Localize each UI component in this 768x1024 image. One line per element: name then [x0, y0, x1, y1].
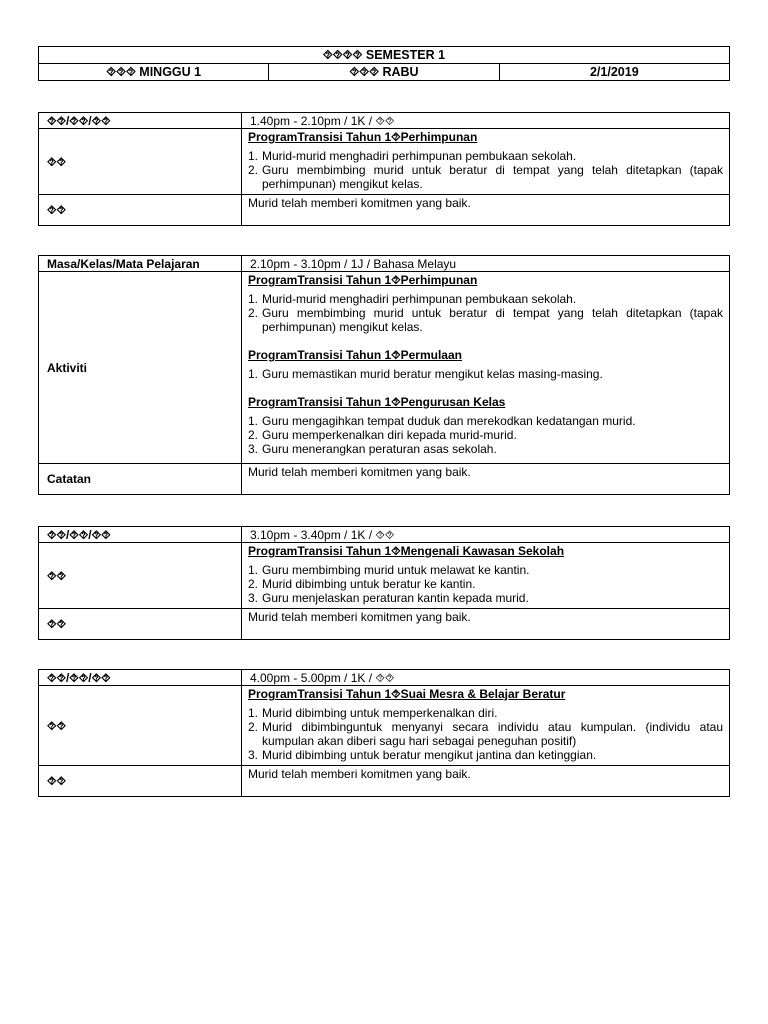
list-item: 3. Murid dibimbing untuk beratur mengikut jantina dan ketinggian. — [248, 748, 597, 762]
section-gap — [248, 381, 723, 395]
list-item: 1. Guru membimbing murid untuk melawat ke kantin. — [248, 563, 530, 577]
list-item: 1. Guru mengagihkan tempat duduk dan merekodkan kedatangan murid. — [248, 414, 636, 428]
program-title: ProgramTransisi Tahun 1⯑Perhimpunan — [248, 273, 478, 287]
time-value: 1.40pm - 2.10pm / 1K / ⯑⯑ — [242, 113, 730, 129]
list-number: 2. — [248, 720, 259, 734]
session-table-1 — [38, 112, 730, 226]
activity-list — [248, 563, 723, 605]
activity-content — [242, 543, 730, 609]
list-item: 3. Guru menjelaskan peraturan kantin kepada murid. — [248, 591, 529, 605]
list-number: 1. — [248, 414, 259, 428]
activity-label: ⯑⯑ — [39, 543, 242, 609]
program-title: ProgramTransisi Tahun 1⯑Mengenali Kawasan Sekolah — [248, 544, 565, 558]
note-content — [242, 464, 730, 495]
time-value: 3.10pm - 3.40pm / 1K / ⯑⯑ — [242, 527, 730, 543]
list-number: 2. — [248, 577, 259, 591]
list-number: 1. — [248, 292, 259, 306]
list-number: 1. — [248, 563, 259, 577]
program-title: ProgramTransisi Tahun 1⯑Suai Mesra & Belajar Beratur — [248, 687, 566, 701]
activity-content — [242, 272, 730, 464]
note-label: Catatan — [39, 464, 242, 495]
date-cell: 2/1/2019 — [499, 64, 729, 81]
list-number: 2. — [248, 306, 259, 320]
list-item: 1. Guru memastikan murid beratur mengikut kelas masing-masing. — [248, 367, 603, 381]
activity-label: ⯑⯑ — [39, 129, 242, 195]
list-item: 2. Murid dibimbinguntuk menyanyi secara individu atau kumpulan. (individu atau kumpulan akan diberi sagu hari sebagai peneguhan positif) — [248, 720, 723, 748]
note-label: ⯑⯑ — [39, 609, 242, 640]
note-text: Murid telah memberi komitmen yang baik. — [248, 767, 471, 781]
list-item: 2. Guru memperkenalkan diri kepada murid-murid. — [248, 428, 517, 442]
list-item: 2. Murid dibimbing untuk beratur ke kantin. — [248, 577, 476, 591]
session-table-4 — [38, 669, 730, 797]
note-text: Murid telah memberi komitmen yang baik. — [248, 610, 471, 624]
time-label: ⯑⯑/⯑⯑/⯑⯑ — [39, 670, 242, 686]
session-table-2 — [38, 255, 730, 495]
session-table-3 — [38, 526, 730, 640]
list-number: 3. — [248, 442, 259, 456]
activity-list — [248, 706, 723, 762]
time-label: ⯑⯑/⯑⯑/⯑⯑ — [39, 527, 242, 543]
list-number: 2. — [248, 163, 259, 177]
note-text: Murid telah memberi komitmen yang baik. — [248, 196, 471, 210]
program-title: ProgramTransisi Tahun 1⯑Permulaan — [248, 348, 462, 362]
activity-content — [242, 686, 730, 766]
list-number: 1. — [248, 149, 259, 163]
activity-label: ⯑⯑ — [39, 686, 242, 766]
list-item: 1. Murid dibimbing untuk memperkenalkan diri. — [248, 706, 498, 720]
list-number: 3. — [248, 748, 259, 762]
note-text: Murid telah memberi komitmen yang baik. — [248, 465, 471, 479]
list-item: 1. Murid-murid menghadiri perhimpunan pembukaan sekolah. — [248, 292, 577, 306]
note-content — [242, 195, 730, 226]
activity-label: Aktiviti — [39, 272, 242, 464]
list-number: 3. — [248, 591, 259, 605]
list-item: 2. Guru membimbing murid untuk beratur di tempat yang telah ditetapkan (tapak perhimpunan) mengikut kelas. — [248, 163, 723, 191]
list-number: 1. — [248, 706, 259, 720]
activity-list — [248, 414, 723, 456]
note-content — [242, 766, 730, 797]
note-content — [242, 609, 730, 640]
semester-title: ⯑⯑⯑⯑ SEMESTER 1 — [39, 47, 730, 64]
week-cell: ⯑⯑⯑ MINGGU 1 — [39, 64, 269, 81]
program-title: ProgramTransisi Tahun 1⯑Pengurusan Kelas — [248, 395, 506, 409]
activity-list — [248, 367, 723, 381]
list-number: 1. — [248, 367, 259, 381]
time-label: Masa/Kelas/Mata Pelajaran — [39, 256, 242, 272]
list-number: 2. — [248, 428, 259, 442]
activity-list — [248, 292, 723, 334]
time-value: 2.10pm - 3.10pm / 1J / Bahasa Melayu — [242, 256, 730, 272]
note-label: ⯑⯑ — [39, 766, 242, 797]
note-label: ⯑⯑ — [39, 195, 242, 226]
time-value: 4.00pm - 5.00pm / 1K / ⯑⯑ — [242, 670, 730, 686]
activity-content — [242, 129, 730, 195]
list-item: 1. Murid-murid menghadiri perhimpunan pembukaan sekolah. — [248, 149, 577, 163]
list-item: 3. Guru menerangkan peraturan asas sekolah. — [248, 442, 497, 456]
time-label: ⯑⯑/⯑⯑/⯑⯑ — [39, 113, 242, 129]
list-item: 2. Guru membimbing murid untuk beratur di tempat yang telah ditetapkan (tapak perhimpunan) mengikut kelas. — [248, 306, 723, 334]
activity-list — [248, 149, 723, 191]
day-cell: ⯑⯑⯑ RABU — [269, 64, 499, 81]
program-title: ProgramTransisi Tahun 1⯑Perhimpunan — [248, 130, 478, 144]
semester-header-table — [38, 46, 730, 81]
section-gap — [248, 334, 723, 348]
